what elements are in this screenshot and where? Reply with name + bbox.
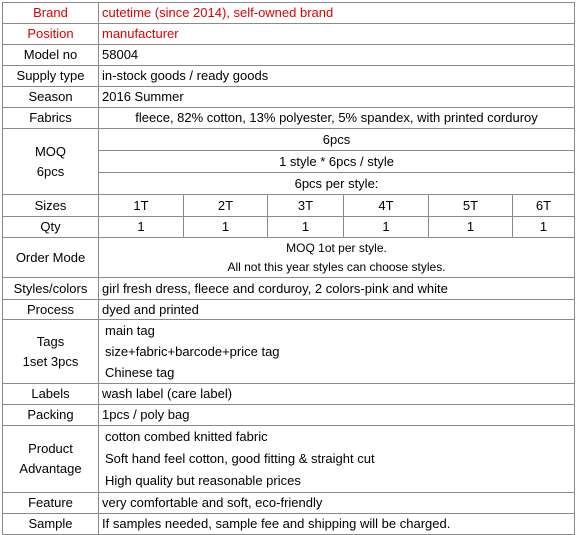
model-value: 58004 bbox=[99, 45, 575, 66]
row-sample bbox=[3, 514, 575, 535]
tags-line: size+fabric+barcode+price tag bbox=[105, 344, 280, 359]
product-advantage-line: cotton combed knitted fabric bbox=[105, 429, 268, 444]
qty-cell: 1 bbox=[344, 217, 429, 238]
row-feature bbox=[3, 493, 575, 514]
moq-value-line: 6pcs bbox=[99, 129, 575, 151]
qty-cell: 1 bbox=[429, 217, 513, 238]
season-label: Season bbox=[3, 87, 99, 108]
qty-cell: 1 bbox=[99, 217, 184, 238]
row-order-mode bbox=[3, 238, 575, 278]
row-styles-colors bbox=[3, 278, 575, 300]
labels-value: wash label (care label) bbox=[99, 384, 575, 405]
moq-value-line: 6pcs per style: bbox=[99, 173, 575, 195]
row-labels bbox=[3, 384, 575, 405]
size-cell: 5T bbox=[429, 195, 513, 217]
product-advantage-line: Soft hand feel cotton, good fitting & straight cut bbox=[105, 451, 375, 466]
size-cell: 2T bbox=[184, 195, 268, 217]
packing-label: Packing bbox=[3, 405, 99, 426]
sample-value: If samples needed, sample fee and shipping will be charged. bbox=[99, 514, 575, 535]
moq-label bbox=[3, 129, 99, 195]
order-mode-line: All not this year styles can choose styles. bbox=[227, 259, 446, 274]
product-spec-table bbox=[2, 2, 575, 535]
position-value: manufacturer bbox=[99, 24, 575, 45]
fabrics-label: Fabrics bbox=[3, 108, 99, 129]
season-value: 2016 Summer bbox=[99, 87, 575, 108]
row-season bbox=[3, 87, 575, 108]
qty-cell: 1 bbox=[268, 217, 344, 238]
row-tags bbox=[3, 320, 575, 384]
sample-label: Sample bbox=[3, 514, 99, 535]
brand-label: Brand bbox=[3, 3, 99, 24]
labels-label: Labels bbox=[3, 384, 99, 405]
styles-colors-value: girl fresh dress, fleece and corduroy, 2 colors-pink and white bbox=[99, 278, 575, 300]
row-brand bbox=[3, 3, 575, 24]
qty-label: Qty bbox=[3, 217, 99, 238]
product-advantage-value bbox=[99, 426, 575, 493]
product-advantage-label-line: Advantage bbox=[19, 461, 82, 476]
tags-label-line: 1set 3pcs bbox=[22, 353, 79, 369]
position-label: Position bbox=[3, 24, 99, 45]
packing-value: 1pcs / poly bag bbox=[99, 405, 575, 426]
size-cell: 3T bbox=[268, 195, 344, 217]
qty-cell: 1 bbox=[513, 217, 575, 238]
order-mode-value bbox=[99, 238, 575, 278]
moq-value-line: 1 style * 6pcs / style bbox=[99, 151, 575, 173]
row-fabrics bbox=[3, 108, 575, 129]
tags-line: Chinese tag bbox=[105, 365, 175, 380]
row-sizes bbox=[3, 195, 575, 217]
row-packing bbox=[3, 405, 575, 426]
qty-cell: 1 bbox=[184, 217, 268, 238]
fabrics-value: fleece, 82% cotton, 13% polyester, 5% spandex, with printed corduroy bbox=[99, 108, 575, 129]
supply-type-label: Supply type bbox=[3, 66, 99, 87]
feature-value: very comfortable and soft, eco-friendly bbox=[99, 493, 575, 514]
order-mode-label: Order Mode bbox=[3, 238, 99, 278]
order-mode-line: MOQ 1ot per style. bbox=[286, 240, 387, 255]
row-qty bbox=[3, 217, 575, 238]
product-advantage-label-line: Product bbox=[28, 441, 73, 456]
tags-label bbox=[3, 320, 99, 384]
model-label: Model no bbox=[3, 45, 99, 66]
supply-type-value: in-stock goods / ready goods bbox=[99, 66, 575, 87]
size-cell: 6T bbox=[513, 195, 575, 217]
size-cell: 1T bbox=[99, 195, 184, 217]
brand-value: cutetime (since 2014), self-owned brand bbox=[99, 3, 575, 24]
process-value: dyed and printed bbox=[99, 300, 575, 320]
styles-colors-label: Styles/colors bbox=[3, 278, 99, 300]
moq-label-line: MOQ bbox=[34, 143, 67, 159]
tags-value bbox=[99, 320, 575, 384]
size-cell: 4T bbox=[344, 195, 429, 217]
feature-label: Feature bbox=[3, 493, 99, 514]
product-advantage-line: High quality but reasonable prices bbox=[105, 473, 301, 488]
moq-label-line: 6pcs bbox=[36, 163, 65, 179]
row-position bbox=[3, 24, 575, 45]
row-moq bbox=[3, 129, 575, 151]
product-advantage-label bbox=[3, 426, 99, 493]
row-product-advantage bbox=[3, 426, 575, 493]
row-model bbox=[3, 45, 575, 66]
sizes-label: Sizes bbox=[3, 195, 99, 217]
tags-line: main tag bbox=[105, 323, 155, 338]
process-label: Process bbox=[3, 300, 99, 320]
row-process bbox=[3, 300, 575, 320]
tags-label-line: Tags bbox=[36, 333, 65, 349]
row-supply-type bbox=[3, 66, 575, 87]
